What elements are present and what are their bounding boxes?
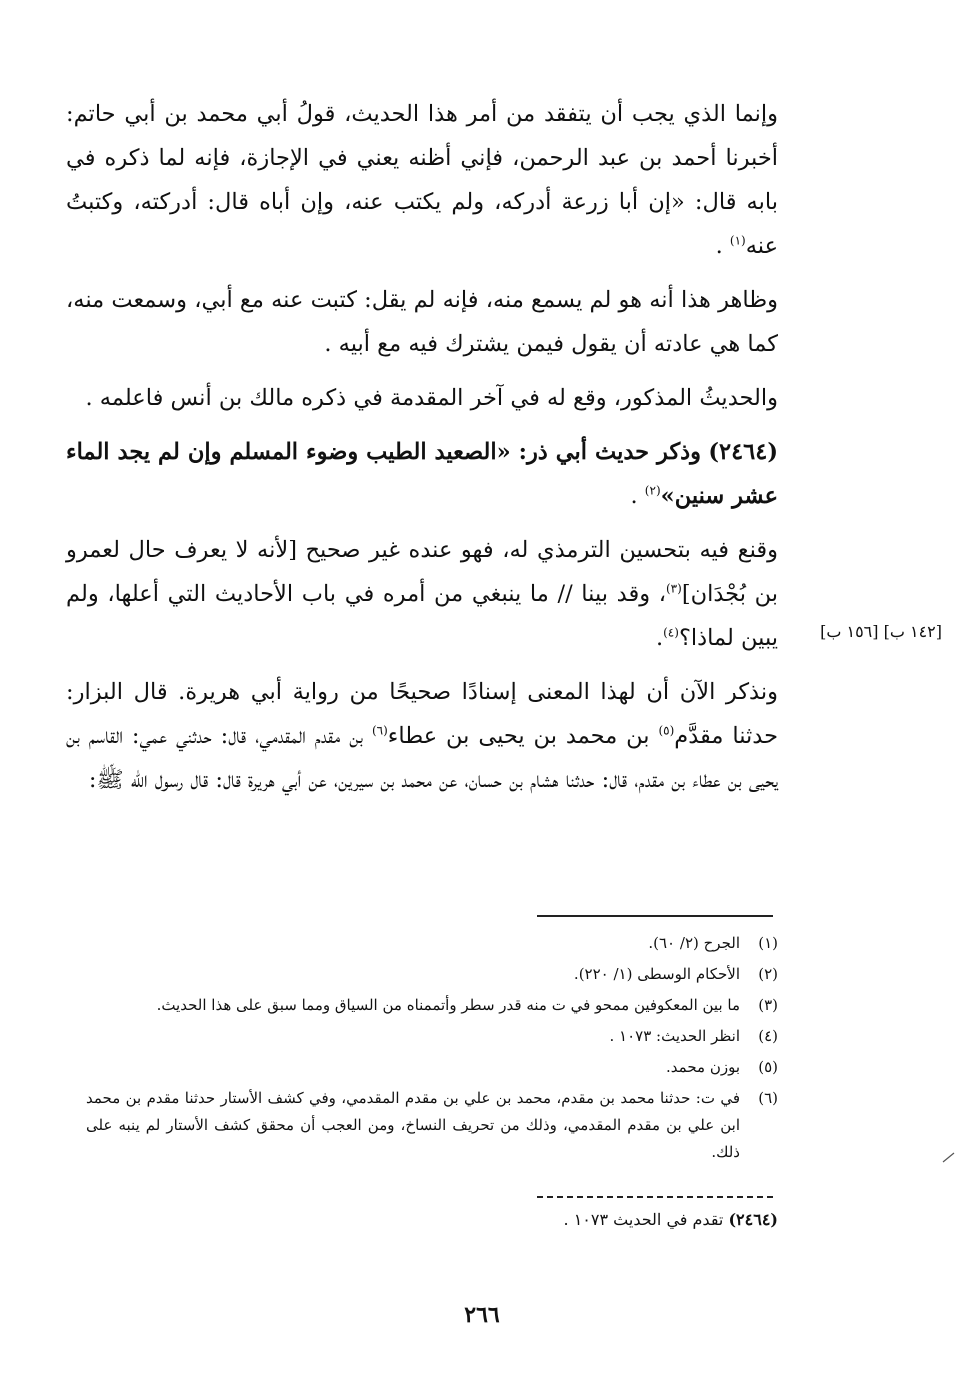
manuscript-folio-note: [١٤٢ ب] [١٥٦ ب] — [820, 622, 942, 641]
footnote-separator — [537, 915, 773, 917]
footnote-2: (٢) الأحكام الوسطى (١/ ٢٢٠). — [573, 965, 778, 983]
footnote-marker-4[interactable]: (٤) — [663, 625, 679, 640]
hadith-text: وذكر حديث أبي ذر: «الصعيد الطيب وضوء المسلم وإن لم يجد الماء عشر سنين» — [66, 439, 778, 509]
hadith-cross-reference-note: (٢٤٦٤) تقدم في الحديث ١٠٧٣ . — [563, 1210, 778, 1229]
footnote-marker-5[interactable]: (٥) — [658, 723, 675, 738]
paragraph-3: والحديثُ المذكور، وقع له في آخر المقدمة في ذكره مالك بن أنس فاعلمه . — [85, 385, 778, 411]
footnote-marker-6[interactable]: (٦) — [371, 723, 388, 738]
footnote-marker-1[interactable]: (١) — [729, 233, 746, 248]
footnote-1: (١) الجرح (٢/ ٦٠). — [648, 934, 778, 952]
paragraph-hadith: (٢٤٦٤) وذكر حديث أبي ذر: «الصعيد الطيب وضوء المسلم وإن لم يجد الماء عشر سنين»$^{(٢)}$ . — [66, 439, 778, 509]
footnote-marker-2[interactable]: (٢) — [644, 483, 661, 498]
paragraph-6: ونذكر الآن أن لهذا المعنى إسنادًا صحيحًا من رواية أبي هريرة. قال البزار: حدثنا مقدَّم$^{(٥)}$ بن محمد بن يحيى بن عطاء$^{(٦)}$ بن مقدم المقدمي، قال: حدثني عمي: القاسم بن يحيى بن عطاء بن مقدم، قال: حدثنا هشام بن حسان، عن محمد بن سيرين، عن أبي هريرة قال: قال رسول الله ﷺ: — [66, 679, 779, 793]
footnote-6: (٦) في ت: حدثنا محمد بن مقدم، محمد بن علي بن مقدم المقدمي، وفي كشف الأستار حدثنا مقدم بن محمد ابن علي بن مقدم المقدمي، وذلك من تحريف النساخ، ومن العجب أن محقق كشف الأستار لم ينبه على ذلك. — [86, 1089, 778, 1161]
hadith-number: (٢٤٦٤) — [708, 439, 778, 465]
paragraph-2: وظاهر هذا أنه هو لم يسمع منه، فإنه لم يقل: كتبت عنه مع أبي، وسمعت منه، كما هي عادته أن يقول فيمن يشترك فيه مع أبيه . — [66, 287, 778, 357]
footnote-3: (٣) ما بين المعكوفين ممحو في ت منه قدر سطر وأتممناه من السياق ومما سبق على هذا الحديث. — [156, 996, 778, 1014]
pen-stroke-mark — [942, 1150, 956, 1164]
footnote-5: (٥) بوزن محمد. — [666, 1058, 778, 1076]
paragraph-5: وقنع فيه بتحسين الترمذي له، فهو عنده غير صحيح [لأنه لا يعرف حال لعمرو بن بُجْدَان]$^{(٣)}$، وقد بينا // ما ينبغي من أمره في باب الأحاديث التي أعلها، ولم يبين لماذا؟$^{(٤)}$. — [66, 537, 778, 651]
footnote-4: (٤) انظر الحديث: ١٠٧٣ . — [609, 1027, 778, 1045]
page-number: ٢٦٦ — [464, 1302, 500, 1328]
secondary-note-separator — [537, 1196, 773, 1198]
paragraph-1: وإنما الذي يجب أن يتفقد من أمر هذا الحديث، قولُ أبي محمد بن أبي حاتم: أخبرنا أحمد بن عبد الرحمن، فإني أظنه يعني في الإجازة، فإنه لما ذكره في بابه قال: «إن أبا زرعة أدركه، ولم يكتب عنه، وإن أباه قال: أدركته، وكتبتُ عنه$^{(١)}$ . — [66, 101, 778, 259]
main-text — [66, 92, 778, 812]
footnote-marker-3[interactable]: (٣) — [665, 581, 682, 596]
footnotes — [86, 930, 778, 1170]
